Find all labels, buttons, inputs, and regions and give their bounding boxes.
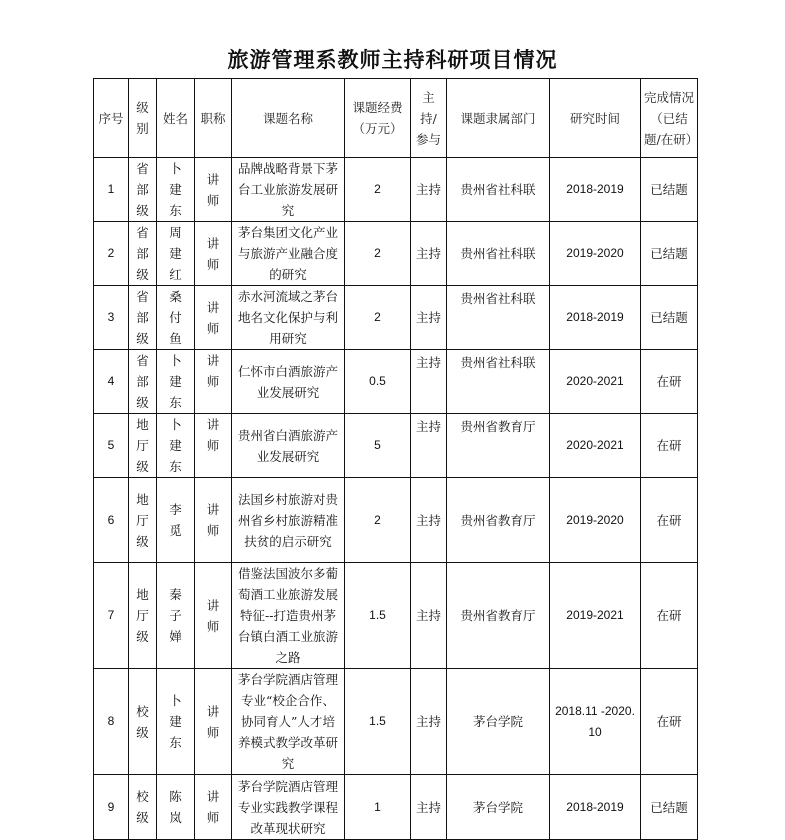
cell-dept: 茅台学院 (447, 775, 550, 840)
table-row (94, 478, 698, 563)
cell-title: 讲师 (195, 563, 232, 669)
table-body (94, 158, 698, 840)
cell-level: 地厅级 (129, 414, 157, 478)
cell-period: 2019-2020 (550, 478, 641, 563)
cell-period: 2020-2021 (550, 414, 641, 478)
cell-title: 讲师 (195, 158, 232, 222)
header-row (94, 79, 698, 158)
cell-level: 省部级 (129, 350, 157, 414)
cell-topic: 品牌战略背景下茅台工业旅游发展研究 (232, 158, 345, 222)
cell-level: 地厅级 (129, 478, 157, 563)
cell-dept: 贵州省社科联 (447, 350, 550, 414)
cell-fund: 2 (345, 158, 411, 222)
header-level: 级别 (129, 79, 157, 158)
table-row (94, 222, 698, 286)
header-status: 完成情况（已结题/在研） (641, 79, 698, 158)
cell-status: 已结题 (641, 222, 698, 286)
cell-no: 9 (94, 775, 129, 840)
cell-name: 秦子婵 (157, 563, 195, 669)
cell-name: 李觅 (157, 478, 195, 563)
cell-dept: 贵州省社科联 (447, 222, 550, 286)
cell-level: 地厅级 (129, 563, 157, 669)
cell-period: 2018-2019 (550, 158, 641, 222)
cell-title: 讲师 (195, 414, 232, 478)
cell-role: 主持 (411, 158, 447, 222)
cell-role: 主持 (411, 669, 447, 775)
cell-fund: 1.5 (345, 563, 411, 669)
cell-status: 在研 (641, 478, 698, 563)
cell-role: 主持 (411, 222, 447, 286)
cell-level: 省部级 (129, 158, 157, 222)
cell-name: 卜建东 (157, 669, 195, 775)
cell-fund: 2 (345, 286, 411, 350)
table-row (94, 775, 698, 840)
cell-topic: 法国乡村旅游对贵州省乡村旅游精准扶贫的启示研究 (232, 478, 345, 563)
cell-title: 讲师 (195, 222, 232, 286)
table-row (94, 414, 698, 478)
table-row (94, 669, 698, 775)
cell-name: 卜建东 (157, 350, 195, 414)
cell-period: 2018-2019 (550, 775, 641, 840)
cell-title: 讲师 (195, 775, 232, 840)
cell-topic: 茅台集团文化产业与旅游产业融合度的研究 (232, 222, 345, 286)
cell-name: 卜建东 (157, 158, 195, 222)
table-row (94, 563, 698, 669)
cell-title: 讲师 (195, 669, 232, 775)
cell-title: 讲师 (195, 350, 232, 414)
header-fund: 课题经费（万元） (345, 79, 411, 158)
cell-no: 4 (94, 350, 129, 414)
cell-name: 陈岚 (157, 775, 195, 840)
header-dept: 课题隶属部门 (447, 79, 550, 158)
cell-role: 主持 (411, 350, 447, 414)
cell-topic: 茅台学院酒店管理专业实践教学课程改革现状研究 (232, 775, 345, 840)
cell-role: 主持 (411, 563, 447, 669)
cell-status: 已结题 (641, 286, 698, 350)
cell-topic: 贵州省白酒旅游产业发展研究 (232, 414, 345, 478)
cell-dept: 贵州省教育厅 (447, 478, 550, 563)
cell-period: 2018.11 -2020.10 (550, 669, 641, 775)
table-row (94, 350, 698, 414)
cell-fund: 1.5 (345, 669, 411, 775)
cell-dept: 贵州省社科联 (447, 286, 550, 350)
cell-level: 省部级 (129, 286, 157, 350)
header-name: 姓名 (157, 79, 195, 158)
cell-name: 周建红 (157, 222, 195, 286)
cell-title: 讲师 (195, 478, 232, 563)
cell-status: 已结题 (641, 775, 698, 840)
header-no: 序号 (94, 79, 129, 158)
header-role: 主持/参与 (411, 79, 447, 158)
cell-no: 2 (94, 222, 129, 286)
cell-fund: 2 (345, 222, 411, 286)
cell-dept: 贵州省社科联 (447, 158, 550, 222)
cell-role: 主持 (411, 414, 447, 478)
cell-topic: 仁怀市白酒旅游产业发展研究 (232, 350, 345, 414)
cell-fund: 5 (345, 414, 411, 478)
cell-fund: 1 (345, 775, 411, 840)
cell-level: 省部级 (129, 222, 157, 286)
cell-level: 校级 (129, 669, 157, 775)
page-title: 旅游管理系教师主持科研项目情况 (227, 47, 558, 72)
cell-topic: 赤水河流域之茅台地名文化保护与利用研究 (232, 286, 345, 350)
cell-fund: 0.5 (345, 350, 411, 414)
cell-topic: 茅台学院酒店管理专业“校企合作、协同育人”人才培养模式教学改革研究 (232, 669, 345, 775)
cell-title: 讲师 (195, 286, 232, 350)
cell-status: 在研 (641, 350, 698, 414)
header-title: 职称 (195, 79, 232, 158)
cell-period: 2019-2021 (550, 563, 641, 669)
table-row (94, 286, 698, 350)
cell-no: 7 (94, 563, 129, 669)
cell-status: 在研 (641, 563, 698, 669)
cell-role: 主持 (411, 775, 447, 840)
cell-no: 8 (94, 669, 129, 775)
cell-topic: 借鉴法国波尔多葡萄酒工业旅游发展特征--打造贵州茅台镇白酒工业旅游之路 (232, 563, 345, 669)
cell-fund: 2 (345, 478, 411, 563)
header-topic: 课题名称 (232, 79, 345, 158)
cell-no: 6 (94, 478, 129, 563)
cell-no: 1 (94, 158, 129, 222)
cell-name: 卜建东 (157, 414, 195, 478)
cell-status: 在研 (641, 669, 698, 775)
cell-role: 主持 (411, 286, 447, 350)
cell-status: 在研 (641, 414, 698, 478)
cell-period: 2019-2020 (550, 222, 641, 286)
cell-name: 桑付鱼 (157, 286, 195, 350)
cell-period: 2018-2019 (550, 286, 641, 350)
cell-no: 5 (94, 414, 129, 478)
cell-dept: 贵州省教育厅 (447, 563, 550, 669)
cell-role: 主持 (411, 478, 447, 563)
cell-no: 3 (94, 286, 129, 350)
cell-dept: 茅台学院 (447, 669, 550, 775)
cell-dept: 贵州省教育厅 (447, 414, 550, 478)
table-row (94, 158, 698, 222)
cell-status: 已结题 (641, 158, 698, 222)
cell-period: 2020-2021 (550, 350, 641, 414)
research-projects-table (93, 78, 698, 840)
header-period: 研究时间 (550, 79, 641, 158)
cell-level: 校级 (129, 775, 157, 840)
